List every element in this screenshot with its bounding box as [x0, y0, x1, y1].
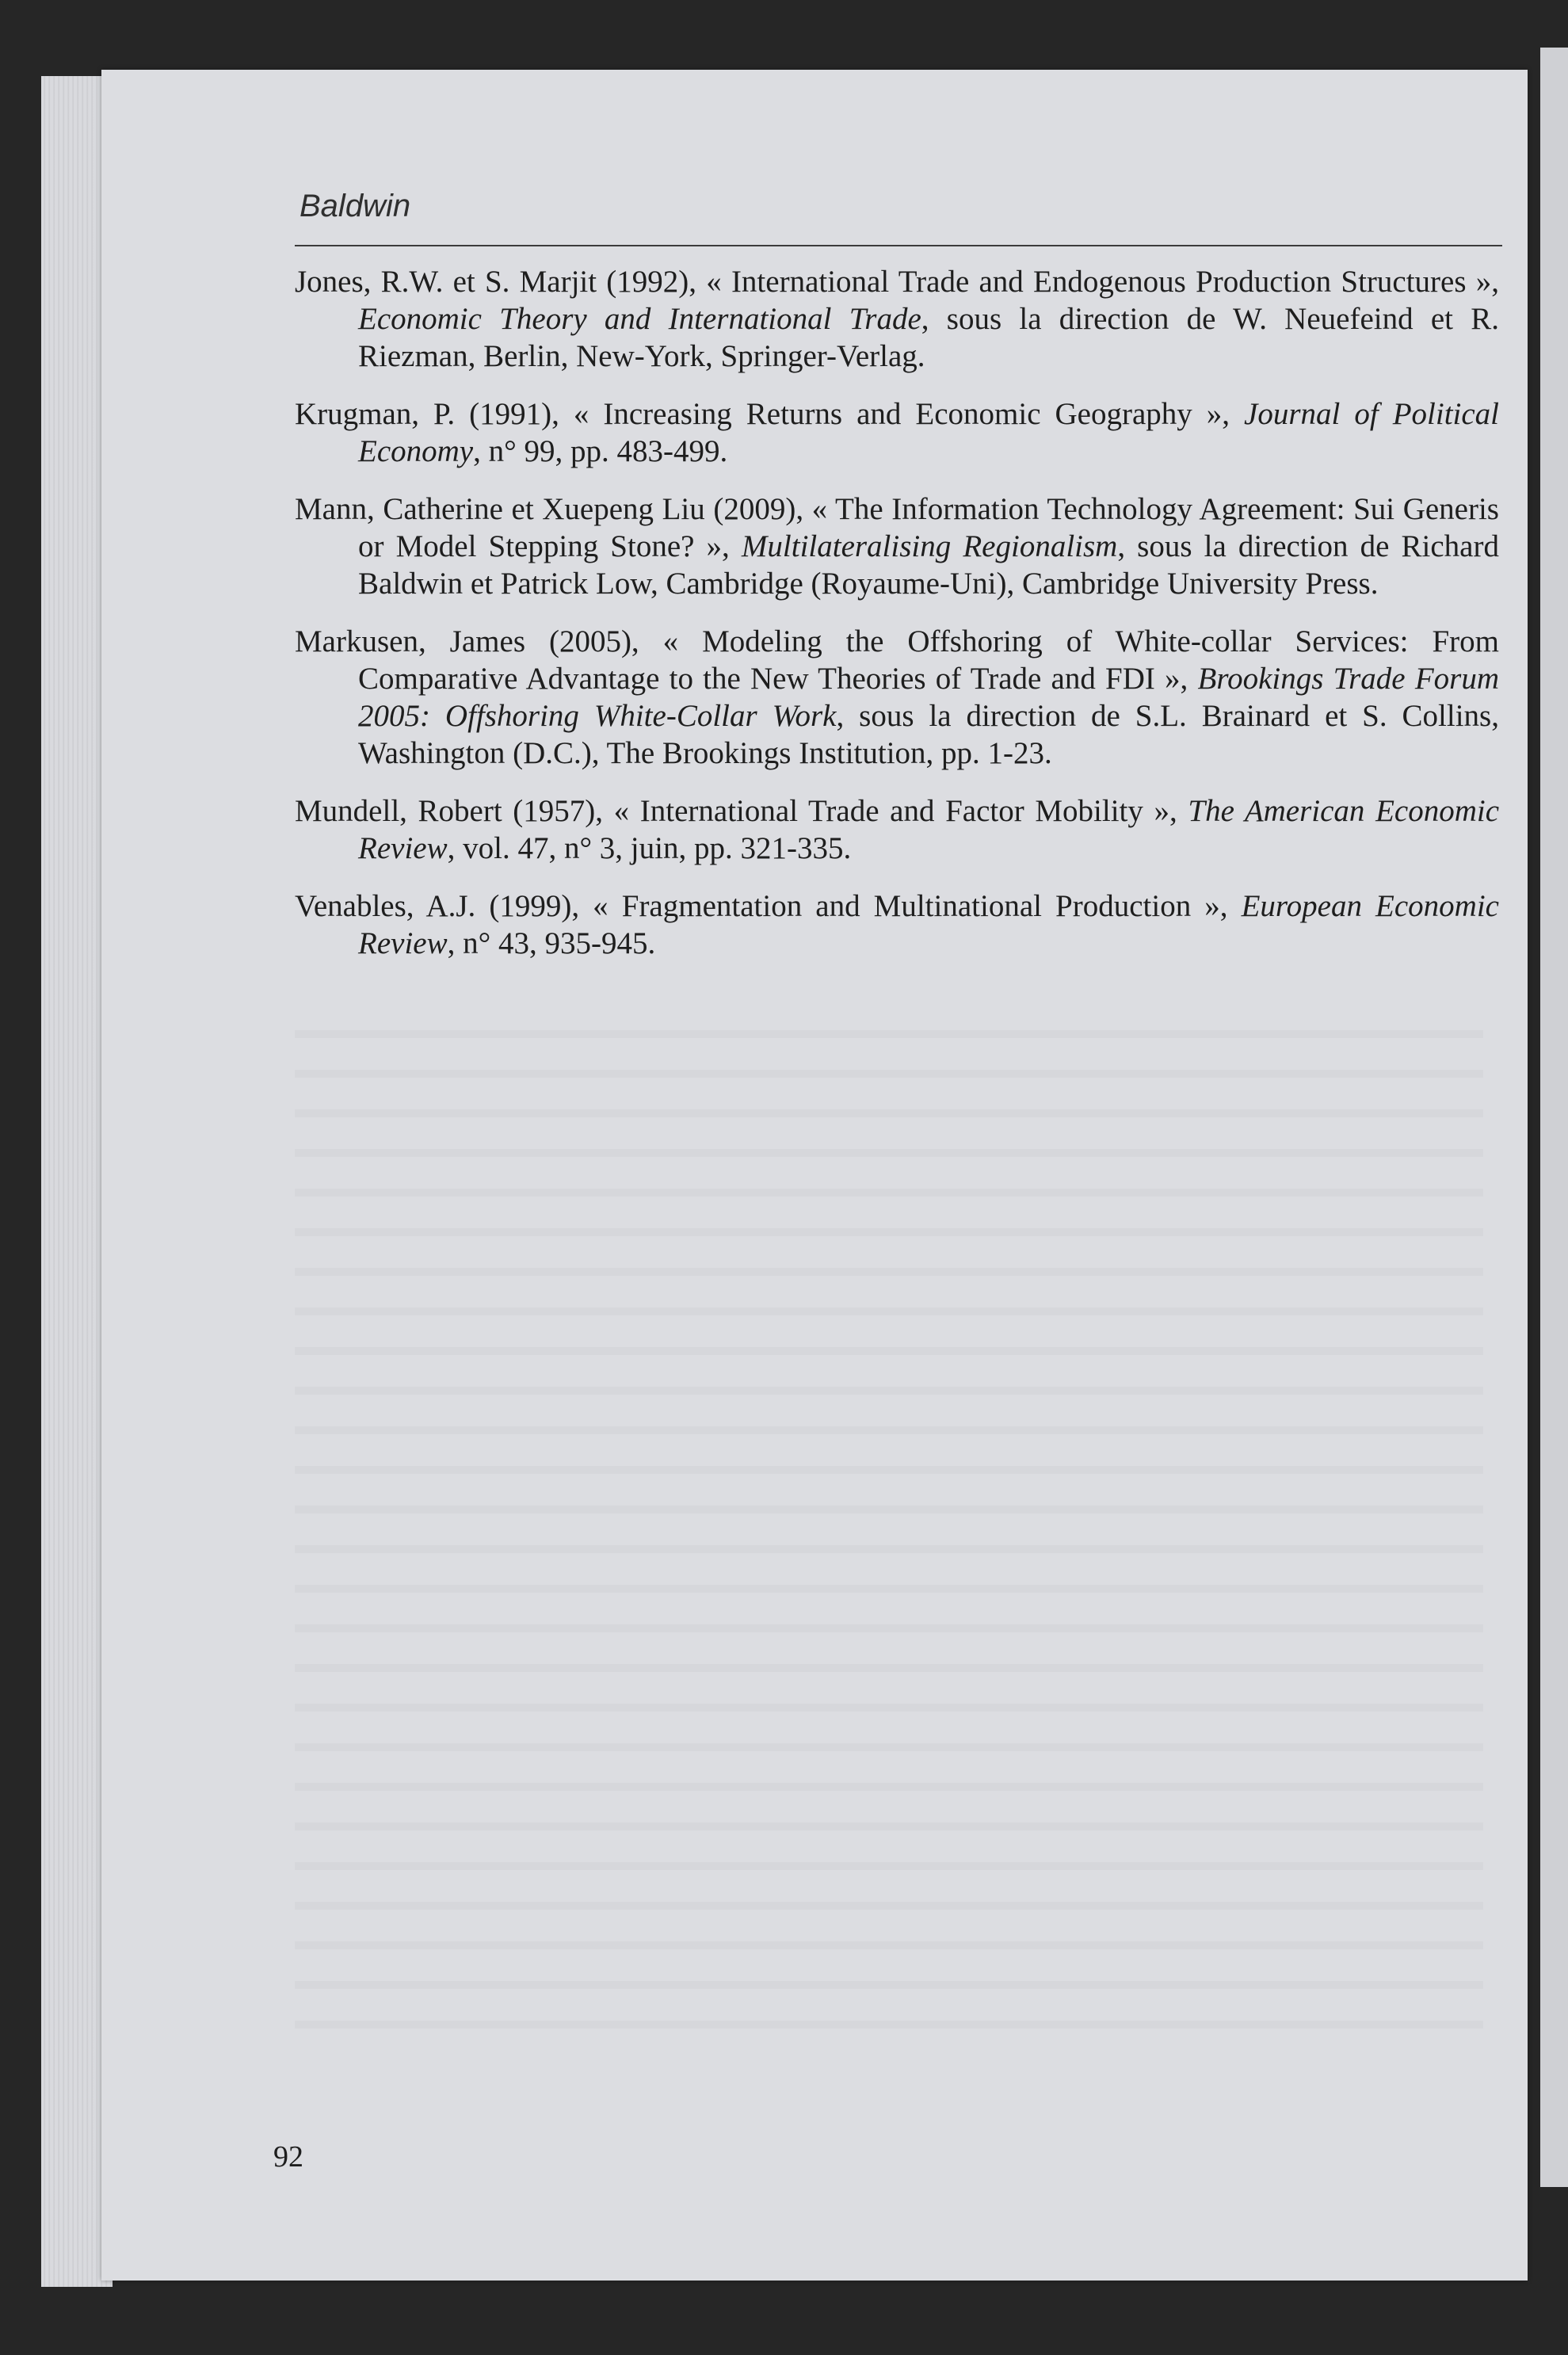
reference-entry: Venables, A.J. (1999), « Fragmentation and Multinational Production », European Economic Review, n° 43, 935-945. — [295, 889, 1499, 960]
reference-entry: Mann, Catherine et Xuepeng Liu (2009), « The Information Technology Agreement: Sui Generis or Model Stepping Stone? », Multilateralising Regionalism, sous la direction de Richard Baldwin et Patrick Low, Cambridge (Royaume-Uni), Cambridge University Press. — [295, 492, 1499, 601]
page-number: 92 — [273, 2140, 303, 2174]
reference-entry: Mundell, Robert (1957), « International Trade and Factor Mobility », The American Economic Review, vol. 47, n° 3, juin, pp. 321-335. — [295, 794, 1500, 865]
bleed-through-shadow — [295, 998, 1483, 2060]
facing-page-edge — [1540, 48, 1568, 2187]
reference-entry: Markusen, James (2005), « Modeling the Offshoring of White-collar Services: From Comparative Advantage to the New Theories of Trade and FDI », Brookings Trade Forum 2005: Offshoring White-Collar Work, sous la direction de S.L. Brainard et S. Collins, Washington (D.C.), The Brookings Institution, pp. 1-23. — [295, 624, 1499, 770]
running-head: Baldwin — [299, 189, 411, 223]
reference-entry: Jones, R.W. et S. Marjit (1992), « International Trade and Endogenous Production Structures », Economic Theory and International Trade, sous la direction de W. Neuefeind et R. Riezman, Berlin, New-York, Springer-Verlag. — [295, 265, 1499, 373]
reference-list — [295, 263, 1499, 983]
header-rule — [295, 245, 1502, 246]
reference-entry: Krugman, P. (1991), « Increasing Returns and Economic Geography », Journal of Political Economy, n° 99, pp. 483-499. — [295, 397, 1500, 468]
